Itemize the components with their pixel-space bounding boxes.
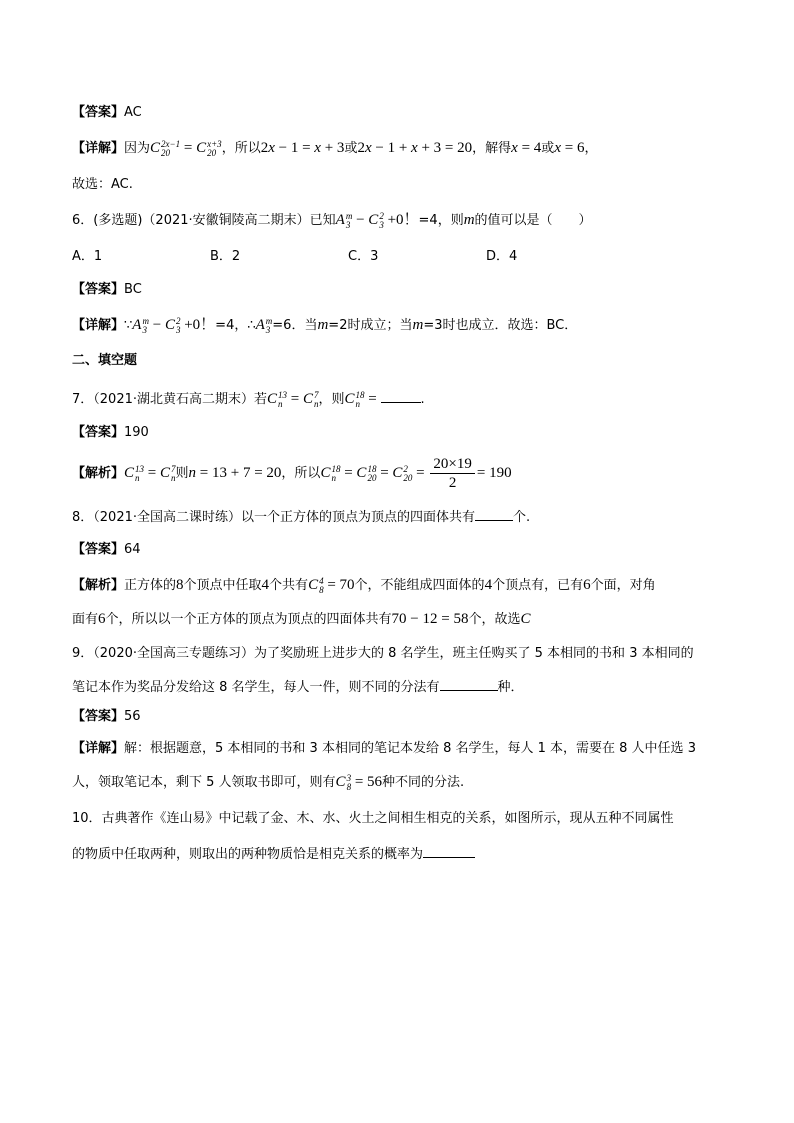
formula-c20: C [150,140,161,156]
analysis-text: 正方体的 [124,578,177,593]
question-9-line1: 9．（2020·全国高三专题练习）为了奖励班上进步大的 8 名学生，班主任购买了 5 本相同的书和 3 本相同的 [72,646,694,661]
detail-text: ， [584,141,598,156]
analysis-tag: 【解析】 [72,466,125,481]
detail-tag: 【详解】 [72,141,125,156]
analysis-line-7: 【解析】C 13 n = C 7 n 则n = 13 + 7 = 20，所以C 18 n = C 18 20 = C 2 20 = $\frac{20\times 19}{2}$ = 190 [72,456,512,491]
answer-blank [381,388,421,403]
detail-text: 因为 [124,141,151,156]
option-b: B．2 [210,249,241,264]
detail-text: 或 [541,141,555,156]
answer-text: 64 [124,542,141,557]
question-number: 7． [72,392,94,407]
analysis-text: 个顶点中任取 [183,578,262,593]
answer-tag: 【答案】 [72,425,125,440]
detail-text: =6．当 [272,318,318,333]
question-7: 7．（2021·湖北黄石高二期末）若C 13 n = C 7 n ，则C 18 n = . [72,389,425,409]
answer-blank [475,506,513,521]
detail-text: =4，∴ [215,318,256,333]
detail-text: 种不同的分法. [382,775,465,790]
formula-eq1: 2x − 1 = x + 3 [260,140,345,156]
analysis-text: 个共有 [269,578,309,593]
question-text: 个. [513,510,531,525]
analysis-text: 个顶点有，已有 [492,578,584,593]
section-heading: 二、填空题 [72,353,138,368]
answer-line-8 [72,541,141,559]
detail-line-9 [72,740,696,758]
answer-blank [440,676,498,691]
detail-line-5: 【详解】因为C 2x−1 20 = C x+3 20 ，所以2x − 1 = x + 3或2x − 1 + x + 3 = 20，解得x = 4或x = 6， [72,138,598,158]
option-c: C．3 [348,249,379,264]
analysis-text: 则 [175,466,189,481]
analysis-text: ，所以 [281,466,321,481]
answer-text: 190 [124,425,149,440]
detail-text: ，所以 [221,141,261,156]
detail-text: ∵ [124,318,133,333]
answer-blank [423,843,475,858]
question-text: ，则 [318,392,345,407]
formula-scripts: 2x−1 20 [161,138,181,158]
answer-line-5 [72,104,142,122]
question-text: =4，则 [418,213,464,228]
detail-line-9b: 人，领取笔记本，剩下 5 人领取书即可，则有C 3 8 = 56种不同的分法. [72,772,465,792]
detail-text: 解：根据题意，5 本相同的书和 3 本相同的笔记本发给 8 名学生，每人 1 本，需要在 8 人中任选 3 [124,741,696,756]
question-text: (多选题)（2021·安徽铜陵高二期末）已知 [93,213,336,228]
question-text: 8．（2021·全国高二课时练）以一个正方体的顶点为顶点的四面体共有 [72,510,475,525]
question-10-line2 [72,843,475,864]
question-text: （2021·湖北黄石高二期末）若 [93,392,267,407]
answer-tag: 【答案】 [72,105,125,120]
option-d: D．4 [486,249,518,264]
answer-tag: 【答案】 [72,282,125,297]
analysis-line-8b: 面有6个，所以以一个正方体的顶点为顶点的四面体共有70 − 12 = 58个，故选C [72,611,531,627]
question-number: 6． [72,213,94,228]
question-text: 的物质中任取两种，则取出的两种物质恰是相克关系的概率为 [72,847,424,862]
analysis-tag: 【解析】 [72,578,125,593]
answer-text: AC [124,105,142,120]
detail-tag: 【详解】 [72,318,125,333]
analysis-text: 个，不能组成四面体的 [354,578,485,593]
question-text: . [420,392,425,407]
analysis-text: 个，所以以一个正方体的顶点为顶点的四面体共有 [105,612,392,627]
formula-eq2: 2x − 1 + x + 3 = 20 [357,140,473,156]
choose-line-5: 故选：AC. [72,177,133,192]
analysis-text: 面有 [72,612,99,627]
question-text: 笔记本作为奖品分发给这 8 名学生，每人一件，则不同的分法有 [72,680,440,695]
question-8 [72,506,530,527]
variable-m: m [463,212,475,228]
answer-tag: 【答案】 [72,709,125,724]
options-line-6 [72,248,517,266]
detail-tag: 【详解】 [72,741,125,756]
answer-tag: 【答案】 [72,542,125,557]
fraction: $\frac{20\times 19}{2}$ [430,455,474,492]
analysis-text: 个面，对角 [590,578,656,593]
detail-line-6: 【详解】∵A m 3 − C 2 3 +0！=4，∴A m 3 =6．当m=2时成立；当m=3时也成立．故选：BC． [72,315,578,335]
question-text: 的值可以是（ ） [474,213,592,228]
analysis-line-8: 【解析】正方体的8个顶点中任取4个共有C 4 8 = 70个，不能组成四面体的4个顶点有，已有6个面，对角 [72,575,656,595]
detail-text: =2时成立；当 [328,318,413,333]
detail-text: 或 [344,141,358,156]
answer-line-9 [72,708,141,726]
analysis-text: 个，故选 [468,612,521,627]
formula-x6: x = 6 [554,140,585,156]
question-text: 种． [497,680,524,695]
answer-line-6 [72,281,142,299]
detail-text: ，解得 [472,141,512,156]
question-9-line2 [72,676,524,697]
detail-text: 人，领取笔记本，剩下 5 人领取书即可，则有 [72,775,336,790]
answer-line-7 [72,424,149,442]
answer-text: 56 [124,709,141,724]
detail-text: =3时也成立．故选：BC． [423,318,578,333]
option-a: A．1 [72,249,103,264]
formula-x4: x = 4 [511,140,542,156]
question-6: 6．(多选题)（2021·安徽铜陵高二期末）已知A m 3 − C 2 3 +0！=4，则m的值可以是（ ） [72,210,592,230]
answer-text: BC [124,282,142,297]
question-10-line1: 10．古典著作《连山易》中记载了金、木、水、火土之间相生相克的关系，如图所示，现从五种不同属性 [72,811,674,826]
